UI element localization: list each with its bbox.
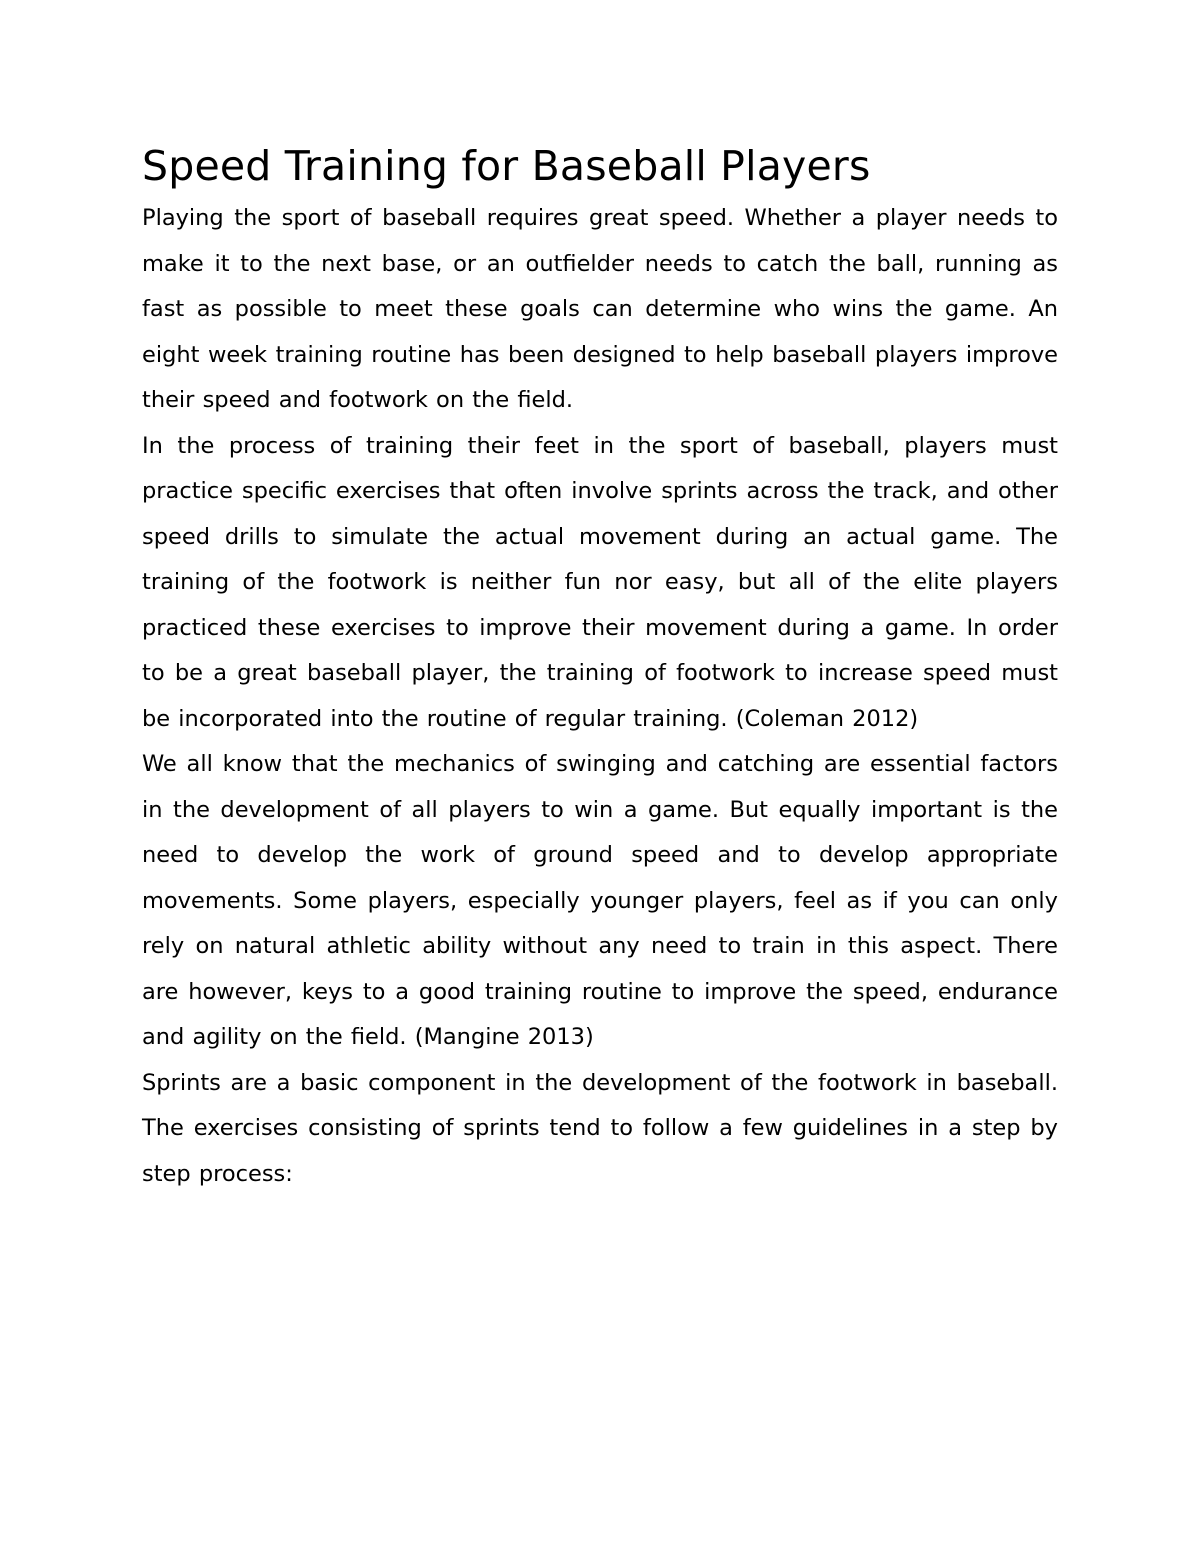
paragraph-sprints: Sprints are a basic component in the development of the footwork in baseball. The exercises consisting of sprints tend to follow a few guidelines in a step by step process: (142, 1069, 1058, 1187)
document-title: Speed Training for Baseball Players (142, 142, 871, 190)
document-page (142, 136, 1058, 1197)
paragraph-footwork-training: In the process of training their feet in the sport of baseball, players must practice specific exercises that often involve sprints across the track, and other speed drills to simulate the actual movement during an actual game. The training of the footwork is neither fun nor easy, but all of the elite players practiced these exercises to improve their movement during a game. In order to be a great baseball player, the training of footwork to increase speed must be incorporated into the routine of regular training. (Coleman 2012) (142, 432, 1058, 732)
paragraph-intro: Playing the sport of baseball requires great speed. Whether a player needs to make it to the next base, or an outfielder needs to catch the ball, running as fast as possible to meet these goals can determine who wins the game. An eight week training routine has been designed to help baseball players improve their speed and footwork on the field. (142, 205, 1058, 413)
paragraph-mechanics: We all know that the mechanics of swinging and catching are essential factors in the development of all players to win a game. But equally important is the need to develop the work of ground speed and to develop appropriate movements. Some players, especially younger players, feel as if you can only rely on natural athletic ability without any need to train in this aspect. There are however, keys to a good training routine to improve the speed, endurance and agility on the field. (Mangine 2013) (142, 751, 1058, 1050)
